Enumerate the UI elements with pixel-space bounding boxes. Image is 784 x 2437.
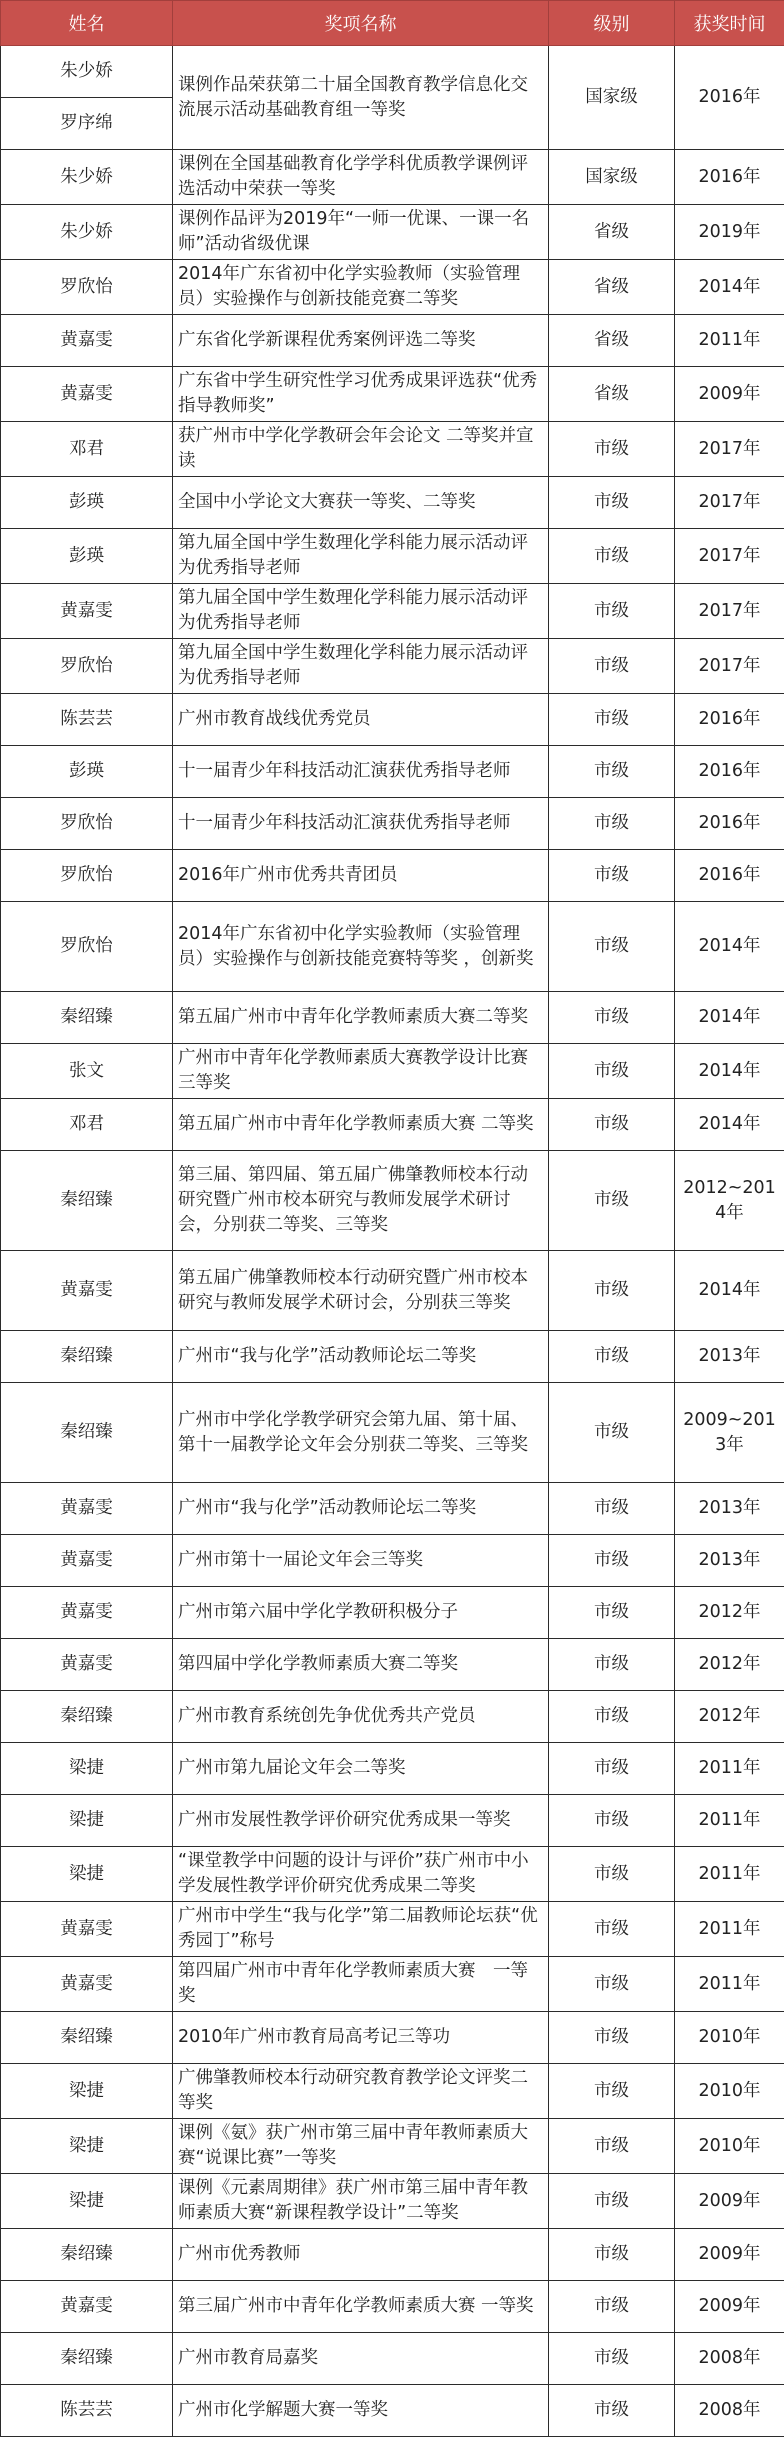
cell-year: 2014年 xyxy=(675,992,784,1044)
table-row xyxy=(1,1383,784,1483)
table-row xyxy=(1,1902,784,1957)
table-row xyxy=(1,260,784,315)
cell-award: 第五届广州市中青年化学教师素质大赛二等奖 xyxy=(173,992,549,1044)
table-row xyxy=(1,1251,784,1331)
cell-level: 市级 xyxy=(549,2174,675,2229)
cell-name: 梁捷 xyxy=(1,1743,173,1795)
header-award: 奖项名称 xyxy=(173,1,549,46)
cell-level: 市级 xyxy=(549,1151,675,1251)
table-row xyxy=(1,798,784,850)
cell-name: 梁捷 xyxy=(1,2064,173,2119)
cell-award: 第五届广佛肇教师校本行动研究暨广州市校本研究与教师发展学术研讨会，分别获三等奖 xyxy=(173,1251,549,1331)
cell-name: 陈芸芸 xyxy=(1,2385,173,2437)
cell-award: 广州市第九届论文年会二等奖 xyxy=(173,1743,549,1795)
cell-level: 市级 xyxy=(549,1251,675,1331)
cell-level: 市级 xyxy=(549,477,675,529)
table-row xyxy=(1,2119,784,2174)
header-name: 姓名 xyxy=(1,1,173,46)
cell-name: 罗欣怡 xyxy=(1,260,173,315)
cell-award: 广州市化学解题大赛一等奖 xyxy=(173,2385,549,2437)
cell-name: 秦绍臻 xyxy=(1,992,173,1044)
table-body xyxy=(1,46,784,2437)
cell-year: 2016年 xyxy=(675,46,784,150)
cell-level: 省级 xyxy=(549,205,675,260)
cell-award: 课例《元素周期律》获广州市第三届中青年教师素质大赛“新课程教学设计”二等奖 xyxy=(173,2174,549,2229)
cell-level: 市级 xyxy=(549,1483,675,1535)
cell-level: 省级 xyxy=(549,260,675,315)
cell-award: 第九届全国中学生数理化学科能力展示活动评为优秀指导老师 xyxy=(173,584,549,639)
cell-year: 2014年 xyxy=(675,1251,784,1331)
table-row xyxy=(1,1957,784,2012)
table-row xyxy=(1,529,784,584)
table-row xyxy=(1,1639,784,1691)
cell-award: 第四届中学化学教师素质大赛二等奖 xyxy=(173,1639,549,1691)
cell-year: 2016年 xyxy=(675,850,784,902)
cell-name: 秦绍臻 xyxy=(1,1331,173,1383)
cell-name: 黄嘉雯 xyxy=(1,2281,173,2333)
cell-year: 2017年 xyxy=(675,422,784,477)
cell-level: 国家级 xyxy=(549,150,675,205)
cell-name: 梁捷 xyxy=(1,1847,173,1902)
cell-level: 市级 xyxy=(549,798,675,850)
cell-year: 2013年 xyxy=(675,1331,784,1383)
cell-year: 2016年 xyxy=(675,746,784,798)
cell-year: 2011年 xyxy=(675,315,784,367)
cell-name: 黄嘉雯 xyxy=(1,1483,173,1535)
cell-year: 2014年 xyxy=(675,260,784,315)
header-level: 级别 xyxy=(549,1,675,46)
cell-level: 省级 xyxy=(549,315,675,367)
cell-name: 秦绍臻 xyxy=(1,2229,173,2281)
table-row xyxy=(1,2333,784,2385)
cell-award: 第五届广州市中青年化学教师素质大赛 二等奖 xyxy=(173,1099,549,1151)
table-row xyxy=(1,1795,784,1847)
table-row xyxy=(1,584,784,639)
cell-level: 市级 xyxy=(549,1691,675,1743)
cell-award: 广州市教育系统创先争优优秀共产党员 xyxy=(173,1691,549,1743)
cell-award: 第九届全国中学生数理化学科能力展示活动评为优秀指导老师 xyxy=(173,529,549,584)
table-row xyxy=(1,850,784,902)
cell-level: 市级 xyxy=(549,1639,675,1691)
cell-award: 广佛肇教师校本行动研究教育教学论文评奖二等奖 xyxy=(173,2064,549,2119)
cell-award: 全国中小学论文大赛获一等奖、二等奖 xyxy=(173,477,549,529)
cell-year: 2009年 xyxy=(675,2174,784,2229)
cell-award: 课例在全国基础教育化学学科优质教学课例评选活动中荣获一等奖 xyxy=(173,150,549,205)
cell-year: 2014年 xyxy=(675,902,784,992)
cell-year: 2016年 xyxy=(675,150,784,205)
cell-year: 2012年 xyxy=(675,1691,784,1743)
cell-name: 梁捷 xyxy=(1,1795,173,1847)
cell-name: 罗欣怡 xyxy=(1,902,173,992)
cell-name: 陈芸芸 xyxy=(1,694,173,746)
cell-name: 彭瑛 xyxy=(1,746,173,798)
cell-award: 课例《氨》获广州市第三届中青年教师素质大赛“说课比赛”一等奖 xyxy=(173,2119,549,2174)
cell-level: 市级 xyxy=(549,422,675,477)
cell-level: 市级 xyxy=(549,1099,675,1151)
cell-award: 广州市“我与化学”活动教师论坛二等奖 xyxy=(173,1331,549,1383)
cell-award: “课堂教学中问题的设计与评价”获广州市中小学发展性教学评价研究优秀成果二等奖 xyxy=(173,1847,549,1902)
cell-name: 彭瑛 xyxy=(1,529,173,584)
cell-award: 第三届广州市中青年化学教师素质大赛 一等奖 xyxy=(173,2281,549,2333)
cell-award: 十一届青少年科技活动汇演获优秀指导老师 xyxy=(173,798,549,850)
cell-level: 市级 xyxy=(549,2119,675,2174)
cell-year: 2010年 xyxy=(675,2064,784,2119)
cell-award: 广州市教育局嘉奖 xyxy=(173,2333,549,2385)
table-row xyxy=(1,992,784,1044)
cell-award: 广州市第六届中学化学教研积极分子 xyxy=(173,1587,549,1639)
cell-name: 秦绍臻 xyxy=(1,1151,173,1251)
cell-year: 2011年 xyxy=(675,1795,784,1847)
cell-level: 市级 xyxy=(549,992,675,1044)
header-year: 获奖时间 xyxy=(675,1,784,46)
cell-name: 黄嘉雯 xyxy=(1,584,173,639)
cell-year: 2016年 xyxy=(675,798,784,850)
cell-year: 2009年 xyxy=(675,367,784,422)
cell-year: 2019年 xyxy=(675,205,784,260)
cell-name: 黄嘉雯 xyxy=(1,367,173,422)
table-row xyxy=(1,1331,784,1383)
cell-award: 2016年广州市优秀共青团员 xyxy=(173,850,549,902)
cell-level: 市级 xyxy=(549,1331,675,1383)
cell-year: 2016年 xyxy=(675,694,784,746)
cell-name: 黄嘉雯 xyxy=(1,1957,173,2012)
table-row xyxy=(1,639,784,694)
cell-level: 市级 xyxy=(549,1587,675,1639)
cell-year: 2017年 xyxy=(675,529,784,584)
cell-level: 市级 xyxy=(549,2229,675,2281)
cell-name: 罗欣怡 xyxy=(1,850,173,902)
cell-year: 2017年 xyxy=(675,477,784,529)
cell-year: 2009~2013年 xyxy=(675,1383,784,1483)
cell-level: 市级 xyxy=(549,1383,675,1483)
cell-award: 广州市“我与化学”活动教师论坛二等奖 xyxy=(173,1483,549,1535)
table-row xyxy=(1,2064,784,2119)
cell-award: 十一届青少年科技活动汇演获优秀指导老师 xyxy=(173,746,549,798)
cell-award: 2014年广东省初中化学实验教师（实验管理员）实验操作与创新技能竞赛特等奖 ，创新奖 xyxy=(173,902,549,992)
cell-award: 广州市中学生“我与化学”第二届教师论坛获“优秀园丁”称号 xyxy=(173,1902,549,1957)
cell-name: 黄嘉雯 xyxy=(1,315,173,367)
table-row xyxy=(1,1535,784,1587)
table-row xyxy=(1,1483,784,1535)
cell-year: 2013年 xyxy=(675,1483,784,1535)
cell-award: 第三届、第四届、第五届广佛肇教师校本行动研究暨广州市校本研究与教师发展学术研讨会，分别获二等奖、三等奖 xyxy=(173,1151,549,1251)
cell-level: 省级 xyxy=(549,367,675,422)
cell-name: 邓君 xyxy=(1,422,173,477)
cell-name: 黄嘉雯 xyxy=(1,1587,173,1639)
table-row xyxy=(1,477,784,529)
cell-level: 市级 xyxy=(549,2333,675,2385)
cell-level: 市级 xyxy=(549,1957,675,2012)
table-row xyxy=(1,2012,784,2064)
cell-level: 市级 xyxy=(549,1847,675,1902)
table-row xyxy=(1,2229,784,2281)
cell-name: 罗欣怡 xyxy=(1,798,173,850)
cell-level: 市级 xyxy=(549,1535,675,1587)
cell-level: 市级 xyxy=(549,850,675,902)
table-row xyxy=(1,1587,784,1639)
cell-level: 市级 xyxy=(549,902,675,992)
cell-award: 广东省中学生研究性学习优秀成果评选获“优秀指导教师奖” xyxy=(173,367,549,422)
cell-name: 张文 xyxy=(1,1044,173,1099)
cell-year: 2012年 xyxy=(675,1639,784,1691)
cell-level: 市级 xyxy=(549,2281,675,2333)
cell-year: 2009年 xyxy=(675,2281,784,2333)
table-row xyxy=(1,1099,784,1151)
cell-year: 2011年 xyxy=(675,1957,784,2012)
table-row xyxy=(1,694,784,746)
cell-name: 秦绍臻 xyxy=(1,2012,173,2064)
table-row xyxy=(1,1691,784,1743)
table-row xyxy=(1,2281,784,2333)
table-row xyxy=(1,205,784,260)
cell-name: 秦绍臻 xyxy=(1,2333,173,2385)
cell-year: 2011年 xyxy=(675,1902,784,1957)
cell-level: 国家级 xyxy=(549,46,675,150)
table-row xyxy=(1,2174,784,2229)
cell-level: 市级 xyxy=(549,2012,675,2064)
cell-name: 邓君 xyxy=(1,1099,173,1151)
cell-award: 课例作品荣获第二十届全国教育教学信息化交流展示活动基础教育组一等奖 xyxy=(173,46,549,150)
cell-name: 朱少娇 xyxy=(1,150,173,205)
table-row xyxy=(1,1151,784,1251)
cell-name: 梁捷 xyxy=(1,2174,173,2229)
cell-name: 罗欣怡 xyxy=(1,639,173,694)
cell-year: 2012~2014年 xyxy=(675,1151,784,1251)
cell-level: 市级 xyxy=(549,1743,675,1795)
cell-year: 2010年 xyxy=(675,2012,784,2064)
cell-year: 2008年 xyxy=(675,2385,784,2437)
cell-level: 市级 xyxy=(549,2064,675,2119)
cell-year: 2008年 xyxy=(675,2333,784,2385)
table-row xyxy=(1,2385,784,2437)
cell-award: 2010年广州市教育局高考记三等功 xyxy=(173,2012,549,2064)
cell-name: 黄嘉雯 xyxy=(1,1251,173,1331)
cell-level: 市级 xyxy=(549,584,675,639)
cell-name: 罗序绵 xyxy=(1,98,173,150)
cell-award: 2014年广东省初中化学实验教师（实验管理员）实验操作与创新技能竞赛二等奖 xyxy=(173,260,549,315)
cell-level: 市级 xyxy=(549,694,675,746)
cell-name: 彭瑛 xyxy=(1,477,173,529)
cell-award: 广州市中青年化学教师素质大赛教学设计比赛三等奖 xyxy=(173,1044,549,1099)
cell-year: 2009年 xyxy=(675,2229,784,2281)
cell-level: 市级 xyxy=(549,1044,675,1099)
header-row xyxy=(1,1,784,46)
cell-award: 课例作品评为2019年“一师一优课、一课一名师”活动省级优课 xyxy=(173,205,549,260)
table-row xyxy=(1,150,784,205)
cell-name: 秦绍臻 xyxy=(1,1691,173,1743)
cell-year: 2014年 xyxy=(675,1044,784,1099)
cell-level: 市级 xyxy=(549,639,675,694)
cell-name: 秦绍臻 xyxy=(1,1383,173,1483)
cell-level: 市级 xyxy=(549,529,675,584)
cell-year: 2013年 xyxy=(675,1535,784,1587)
cell-name: 黄嘉雯 xyxy=(1,1639,173,1691)
table-row xyxy=(1,746,784,798)
table-row xyxy=(1,1743,784,1795)
cell-award: 广州市发展性教学评价研究优秀成果一等奖 xyxy=(173,1795,549,1847)
cell-year: 2010年 xyxy=(675,2119,784,2174)
cell-award: 广州市第十一届论文年会三等奖 xyxy=(173,1535,549,1587)
table-row xyxy=(1,422,784,477)
table-row xyxy=(1,902,784,992)
cell-award: 广州市中学化学教学研究会第九届、第十届、第十一届教学论文年会分别获二等奖、三等奖 xyxy=(173,1383,549,1483)
cell-year: 2014年 xyxy=(675,1099,784,1151)
cell-name: 黄嘉雯 xyxy=(1,1902,173,1957)
table-row xyxy=(1,1044,784,1099)
cell-award: 广州市教育战线优秀党员 xyxy=(173,694,549,746)
cell-year: 2011年 xyxy=(675,1847,784,1902)
table-row xyxy=(1,1847,784,1902)
cell-name: 朱少娇 xyxy=(1,205,173,260)
cell-name: 朱少娇 xyxy=(1,46,173,98)
cell-year: 2017年 xyxy=(675,584,784,639)
cell-name: 梁捷 xyxy=(1,2119,173,2174)
cell-level: 市级 xyxy=(549,1902,675,1957)
cell-level: 市级 xyxy=(549,1795,675,1847)
cell-name: 黄嘉雯 xyxy=(1,1535,173,1587)
cell-award: 广州市优秀教师 xyxy=(173,2229,549,2281)
cell-award: 广东省化学新课程优秀案例评选二等奖 xyxy=(173,315,549,367)
table-row xyxy=(1,46,784,98)
cell-year: 2011年 xyxy=(675,1743,784,1795)
cell-award: 第九届全国中学生数理化学科能力展示活动评为优秀指导老师 xyxy=(173,639,549,694)
cell-level: 市级 xyxy=(549,746,675,798)
cell-award: 获广州市中学化学教研会年会论文 二等奖并宣读 xyxy=(173,422,549,477)
table-row xyxy=(1,315,784,367)
cell-year: 2012年 xyxy=(675,1587,784,1639)
table-row xyxy=(1,367,784,422)
cell-year: 2017年 xyxy=(675,639,784,694)
cell-award: 第四届广州市中青年化学教师素质大赛 一等奖 xyxy=(173,1957,549,2012)
cell-level: 市级 xyxy=(549,2385,675,2437)
